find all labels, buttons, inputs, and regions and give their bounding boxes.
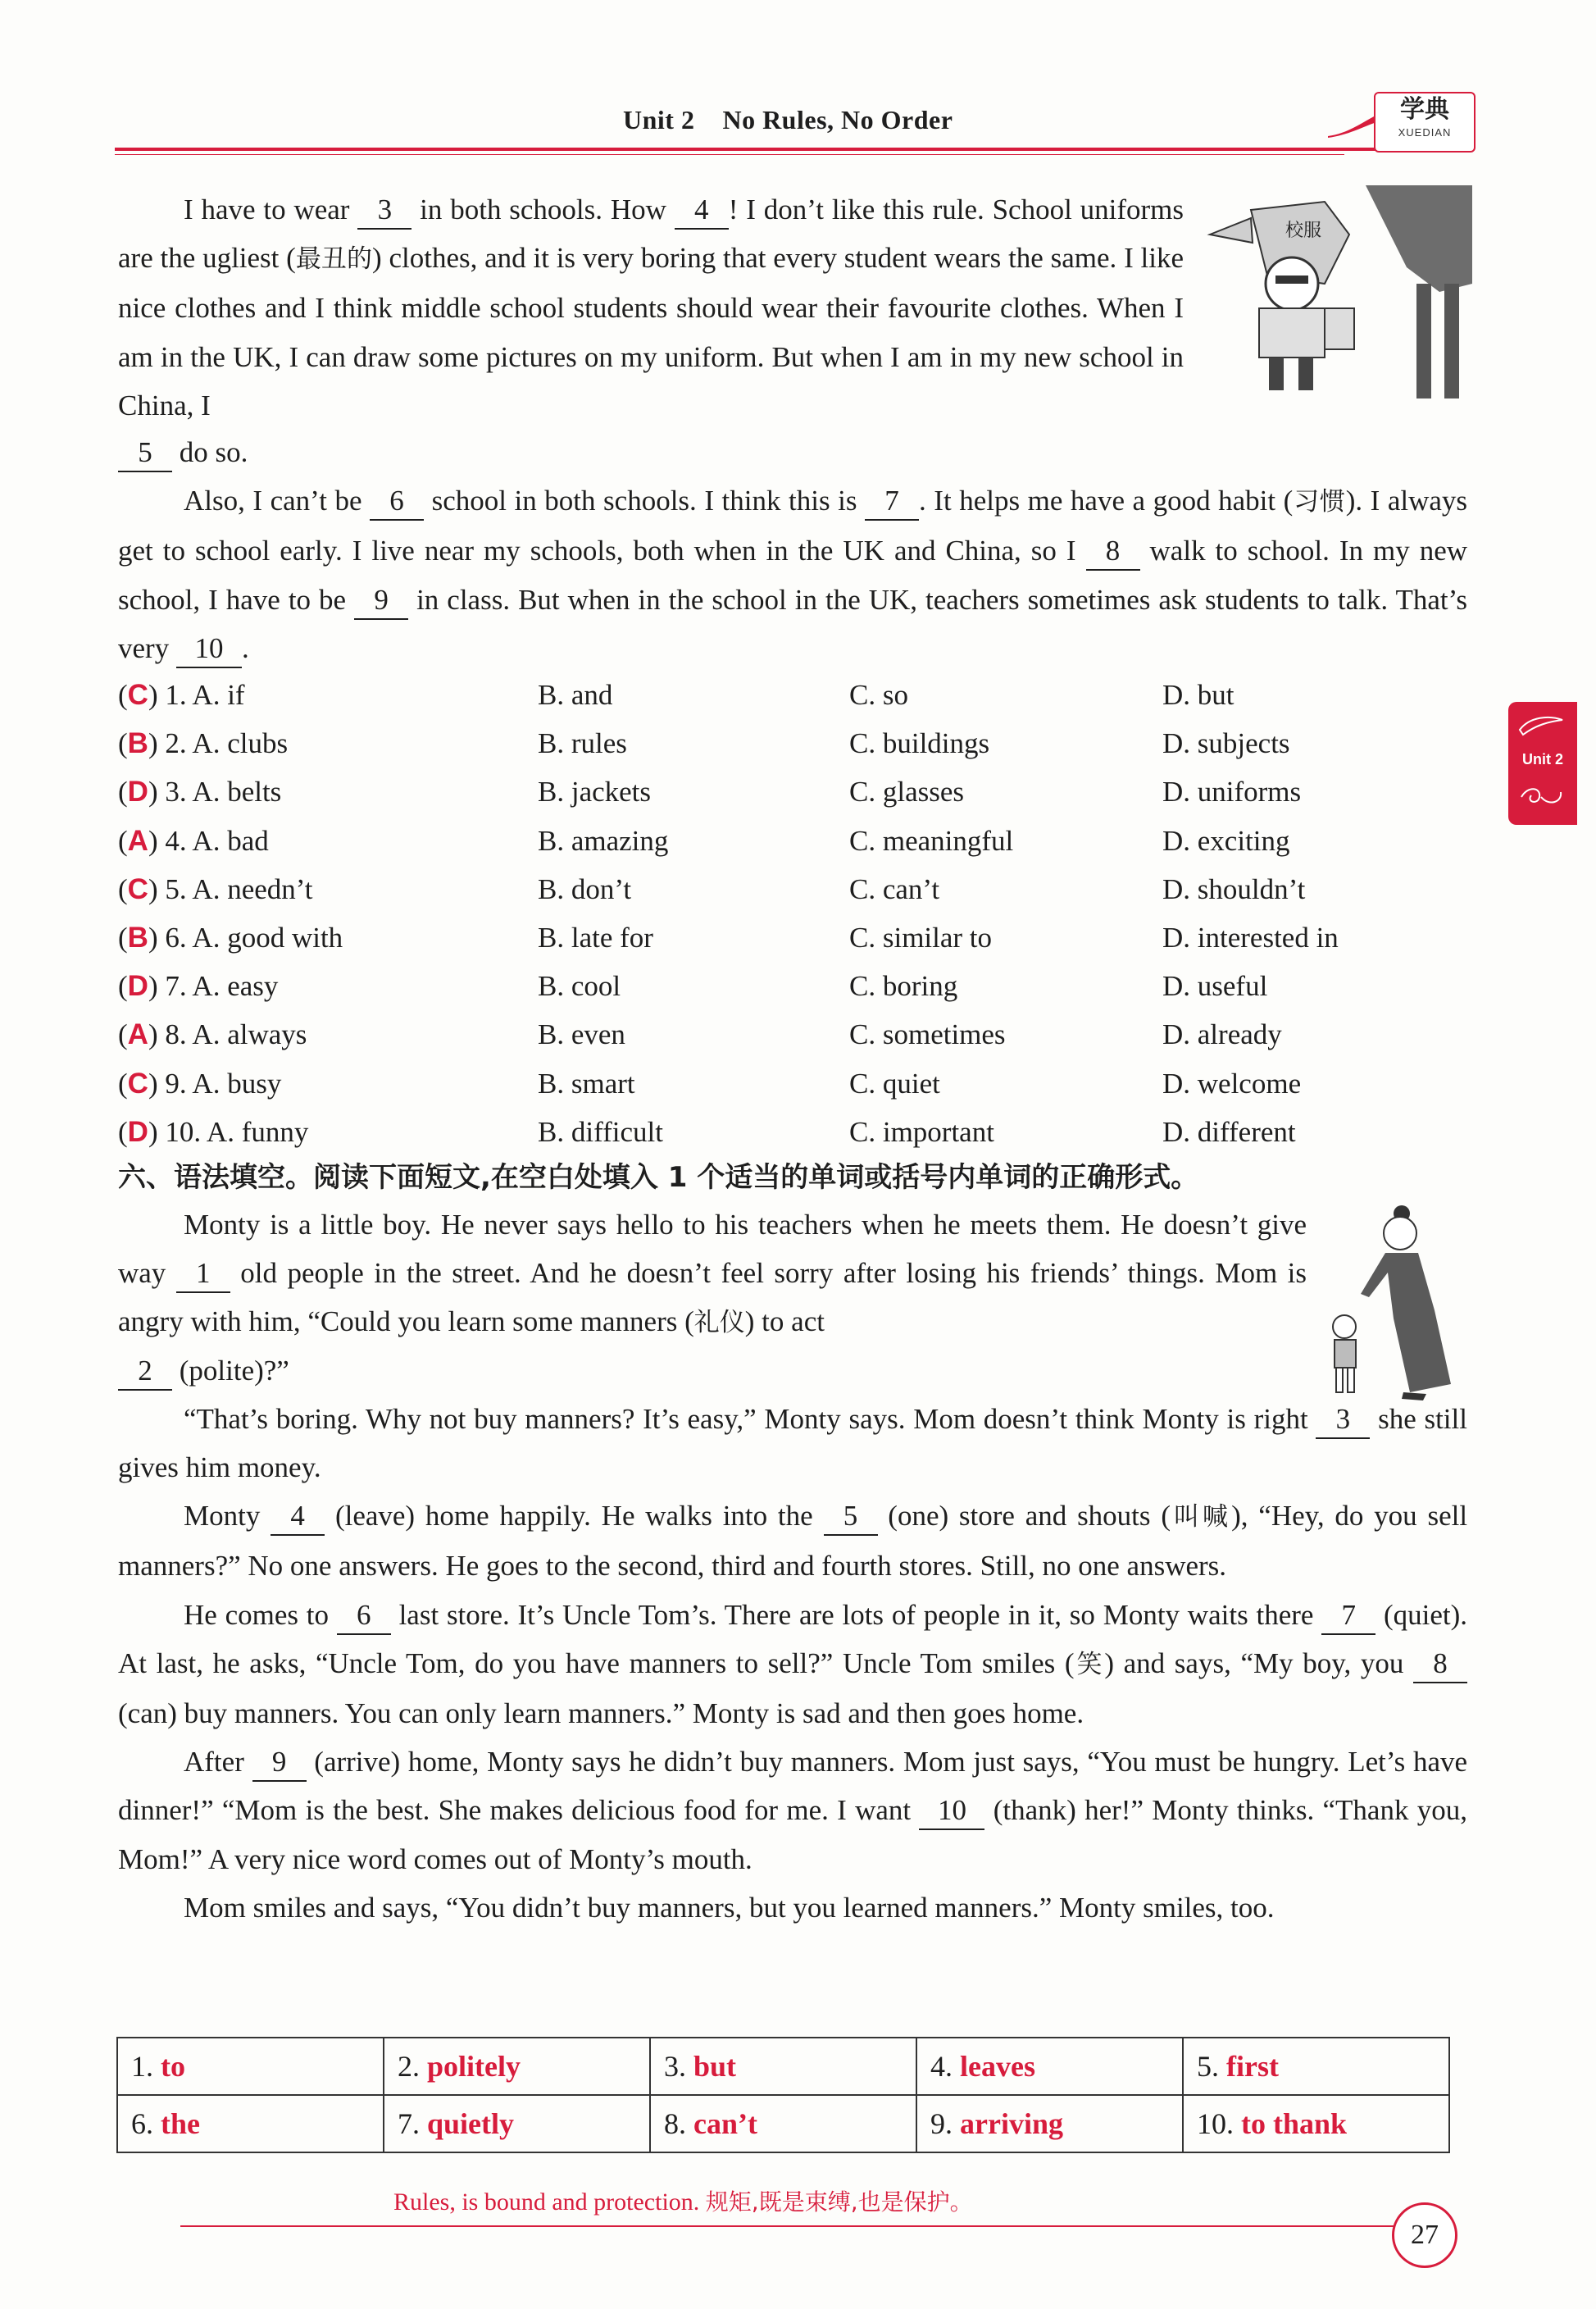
option-row: (D) 3. A. belts B. jackets C. glasses D. uniforms: [118, 767, 1479, 816]
answer-letter: C: [127, 872, 148, 905]
cloze-passage-1-part1: [118, 185, 1184, 430]
blank-9: 9: [354, 582, 408, 620]
option-b: B. and: [538, 679, 613, 711]
uniform-label: 校服: [1285, 221, 1322, 241]
unit-side-tab: [1508, 702, 1577, 825]
answer-cell: 9. arriving: [916, 2095, 1183, 2152]
option-c: C. buildings: [849, 727, 990, 760]
table-row: [117, 2095, 1449, 2152]
passage2-paragraph2: “That’s boring. Why not buy manners? It’s easy,” Monty says. Mom doesn’t think Monty is right 3 she still gives him money.: [118, 1402, 1467, 1483]
option-c: C. similar to: [849, 921, 993, 954]
option-b: B. amazing: [538, 824, 669, 857]
option-d: D. but: [1162, 679, 1235, 711]
blank-3: 3: [357, 192, 412, 230]
option-row: (C) 1. A. if B. and C. so D. but: [118, 671, 1479, 719]
header-rule: [115, 148, 1394, 151]
option-row: (D) 10. A. funny B. difficult C. important D. different: [118, 1108, 1479, 1156]
answer-cell: 7. quietly: [384, 2095, 650, 2152]
blank-9: 9: [252, 1744, 307, 1782]
option-b: B. don’t: [538, 872, 632, 905]
answer-letter: D: [127, 970, 148, 1003]
multiple-choice-options: [118, 671, 1479, 1156]
blank-7: 7: [1321, 1597, 1375, 1635]
option-c: C. sometimes: [849, 1018, 1006, 1051]
option-d: D. exciting: [1162, 824, 1290, 857]
publisher-logo: [1328, 92, 1476, 151]
answer-cell: 2. politely: [384, 2038, 650, 2095]
answer-cell: 8. can’t: [650, 2095, 916, 2152]
table-row: [117, 2038, 1449, 2095]
option-row: (B) 2. A. clubs B. rules C. buildings D. subjects: [118, 719, 1479, 767]
option-b: B. rules: [538, 727, 627, 760]
passage1-paragraph2: Also, I can’t be 6 school in both schools. I think this is 7 . It helps me have a good habit (习惯). I always get to school early. I live near my schools, both when in the UK and China, so I 8 walk to school. In my new school, I have to be 9 in class. But when in the school in the UK, teachers sometimes ask students to talk. That’s very 10 .: [118, 476, 1467, 672]
option-b: B. smart: [538, 1067, 635, 1100]
option-row: (B) 6. A. good with B. late for C. similar to D. interested in: [118, 913, 1479, 962]
passage1-paragraph1-end: 5 do so.: [118, 428, 1467, 476]
answer-letter: D: [127, 776, 148, 808]
passage2-paragraph1-end: 2 (polite)?”: [118, 1346, 1467, 1395]
scroll-ornament-icon: [1516, 784, 1566, 808]
logo-chinese-text: 学典: [1400, 95, 1449, 124]
section-6-title: 六、语法填空。阅读下面短文,在空白处填入 1 个适当的单词或括号内单词的正确形式。: [118, 1161, 1199, 1194]
option-b: B. difficult: [538, 1115, 663, 1148]
answer-cell: 1. to: [117, 2038, 384, 2095]
option-row: (A) 4. A. bad B. amazing C. meaningful D. exciting: [118, 817, 1479, 865]
passage2-paragraph1: Monty is a little boy. He never says hello to his teachers when he meets them. He doesn’t give way 1 old people in the street. And he doesn’t feel sorry after losing his friends’ things. Mom is angry with him, “Could you learn some manners (礼仪) to act: [118, 1209, 1307, 1338]
answer-cell: 3. but: [650, 2038, 916, 2095]
answer-letter: A: [127, 824, 148, 857]
answer-cell: 10. to thank: [1183, 2095, 1449, 2152]
option-d: D. uniforms: [1162, 776, 1302, 808]
blank-5: 5: [118, 435, 172, 472]
wing-ornament-icon: [1516, 713, 1566, 738]
answer-letter: D: [127, 1115, 148, 1148]
option-d: D. different: [1162, 1115, 1296, 1148]
passage2-paragraph3: Monty 4 (leave) home happily. He walks into the 5 (one) store and shouts (叫喊), “Hey, do you sell manners?” No one answers. He goes to the second, third and fourth stores. Still, no one answers.: [118, 1500, 1468, 1583]
passage2-paragraph4: He comes to 6 last store. It’s Uncle Tom’s. There are lots of people in it, so Monty waits there 7 (quiet). At last, he asks, “Uncle Tom, do you have manners to sell?” Uncle Tom smiles (笑) and says, “My boy, you 8 (can) buy manners. You can only learn manners.” Monty is sad and then goes home.: [118, 1598, 1468, 1730]
answer-key-table: [116, 2037, 1450, 2153]
option-c: C. meaningful: [849, 824, 1014, 857]
option-d: D. shouldn’t: [1162, 872, 1306, 905]
blank-2: 2: [118, 1353, 172, 1391]
option-row: (C) 5. A. needn’t B. don’t C. can’t D. shouldn’t: [118, 865, 1479, 913]
answer-letter: C: [127, 679, 148, 711]
blank-10: 10: [919, 1792, 984, 1830]
answer-letter: A: [127, 1018, 148, 1051]
blank-4: 4: [271, 1498, 325, 1536]
footer-rule: [180, 2225, 1394, 2227]
option-c: C. boring: [849, 970, 958, 1003]
logo-box: [1374, 92, 1476, 153]
option-b: B. even: [538, 1018, 625, 1051]
option-d: D. welcome: [1162, 1067, 1302, 1100]
page-number: 27: [1392, 2202, 1457, 2268]
answer-letter: C: [127, 1067, 148, 1100]
passage2-paragraph6: Mom smiles and says, “You didn’t buy manners, but you learned manners.” Monty smiles, too.: [184, 1891, 1275, 1924]
blank-8: 8: [1413, 1646, 1467, 1683]
blank-8: 8: [1086, 533, 1140, 571]
option-d: D. interested in: [1162, 921, 1339, 954]
footer-motto-cn: 规矩,既是束缚,也是保护。: [705, 2188, 973, 2216]
option-c: C. important: [849, 1115, 994, 1148]
blank-10: 10: [176, 631, 242, 668]
blank-7: 7: [865, 483, 919, 521]
header-rule-thin: [115, 154, 1344, 155]
grammar-passage-part1: [118, 1200, 1307, 1348]
option-b: B. cool: [538, 970, 621, 1003]
answer-cell: 4. leaves: [916, 2038, 1183, 2095]
option-row: (A) 8. A. always B. even C. sometimes D. already: [118, 1010, 1479, 1059]
footer-motto-en: Rules, is bound and protection.: [393, 2188, 700, 2216]
answer-letter: B: [127, 921, 148, 954]
side-tab-label: Unit 2: [1521, 751, 1563, 767]
answer-letter: B: [127, 727, 148, 760]
passage2-paragraph5: After 9 (arrive) home, Monty says he didn’t buy manners. Mom just says, “You must be hungry. Let’s have dinner!” “Mom is the best. She makes delicious food for me. I want 10 (thank) her!” Monty thinks. “Thank you, Mom!” A very nice word comes out of Monty’s mouth.: [118, 1746, 1468, 1875]
footer-motto: [393, 2184, 973, 2217]
option-b: B. jackets: [538, 776, 652, 808]
blank-4: 4: [675, 192, 729, 230]
option-row: (D) 7. A. easy B. cool C. boring D. useful: [118, 962, 1479, 1010]
page-header-title: Unit 2 No Rules, No Order: [623, 105, 953, 134]
cloze-passage-1-part2: [118, 428, 1467, 672]
option-c: C. can’t: [849, 872, 940, 905]
option-d: D. subjects: [1162, 727, 1290, 760]
blank-6: 6: [337, 1597, 391, 1635]
grammar-passage-part2: [118, 1346, 1467, 1932]
option-d: D. already: [1162, 1018, 1282, 1051]
blank-5: 5: [824, 1498, 878, 1536]
option-b: B. late for: [538, 921, 653, 954]
option-c: C. quiet: [849, 1067, 940, 1100]
option-d: D. useful: [1162, 970, 1268, 1003]
blank-6: 6: [370, 483, 424, 521]
option-c: C. so: [849, 679, 908, 711]
answer-cell: 6. the: [117, 2095, 384, 2152]
logo-english-text: XUEDIAN: [1398, 126, 1452, 139]
blank-3: 3: [1316, 1401, 1370, 1439]
school-uniform-illustration: [1202, 185, 1472, 402]
answer-cell: 5. first: [1183, 2038, 1449, 2095]
passage1-paragraph1: I have to wear 3 in both schools. How 4 ! I don’t like this rule. School uniforms are the ugliest (最丑的) clothes, and it is very boring that every student wears the same. I like nice clothes and I think middle school students should wear their favourite clothes. When I am in the UK, I can draw some pictures on my uniform. But when I am in my new school in China, I: [118, 194, 1184, 421]
option-c: C. glasses: [849, 776, 964, 808]
blank-1: 1: [176, 1255, 230, 1293]
option-row: (C) 9. A. busy B. smart C. quiet D. welcome: [118, 1059, 1479, 1108]
